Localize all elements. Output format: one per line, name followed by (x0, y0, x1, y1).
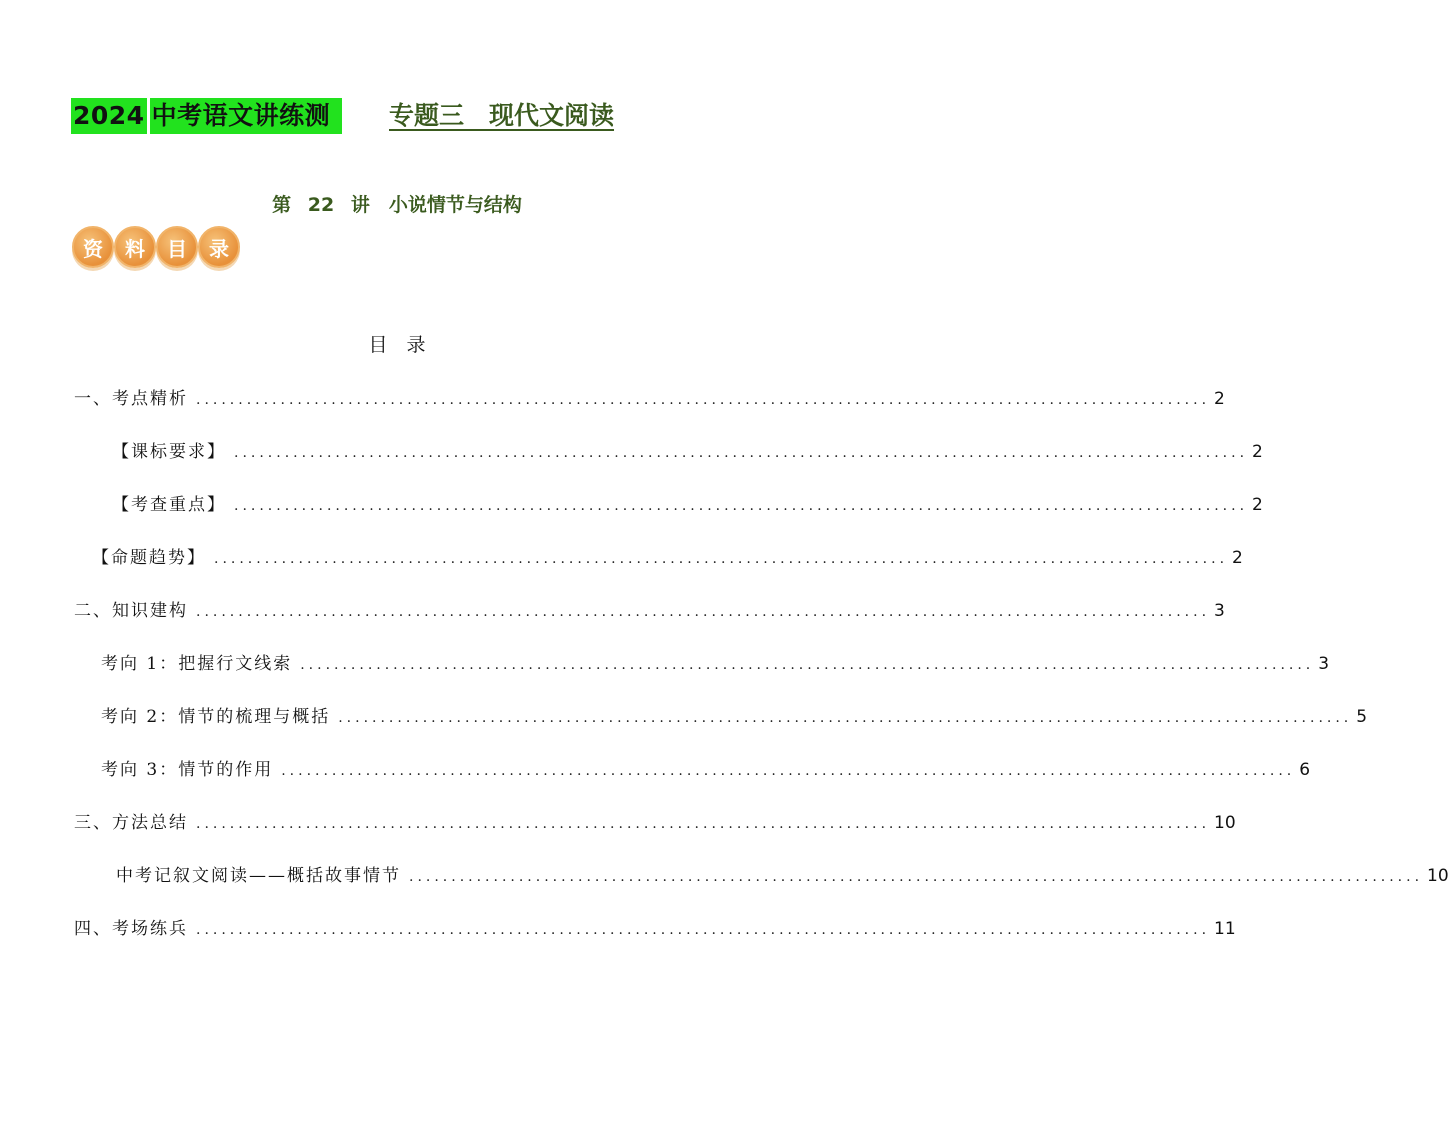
toc-entry-page: 11 (1214, 919, 1236, 939)
catalog-badges (72, 226, 240, 268)
toc-entry-page: 10 (1214, 813, 1236, 833)
toc-leader-dots: ........................................................................................................................ (338, 710, 1353, 726)
toc-entry-label: 三、方法总结 (74, 813, 188, 833)
title-highlight (71, 98, 342, 134)
toc-entry-label: 考向 1：把握行文线索 (101, 654, 293, 674)
toc-entry-label: 四、考场练兵 (74, 919, 188, 939)
toc-entry-page: 5 (1356, 707, 1368, 727)
title-series: 中考语文讲练测 (150, 98, 343, 134)
toc-leader-dots: ........................................................................................................................ (196, 604, 1211, 620)
toc-entry-page: 3 (1318, 654, 1330, 674)
lecture-title: 第 22 讲 小说情节与结构 (272, 194, 522, 216)
toc-entry[interactable] (74, 385, 1225, 409)
toc-entry-label: 一、考点精析 (74, 389, 188, 409)
toc-leader-dots: ........................................................................................................................ (196, 922, 1211, 938)
toc-entry-page: 6 (1299, 760, 1311, 780)
toc-entry[interactable] (92, 544, 1243, 568)
toc-entry-page: 10 (1427, 866, 1449, 886)
toc-entry-label: 中考记叙文阅读——概括故事情节 (116, 866, 401, 886)
toc-entry[interactable] (74, 597, 1225, 621)
toc-leader-dots: ........................................................................................................................ (214, 551, 1229, 567)
toc-entry-page: 3 (1214, 601, 1225, 621)
badge-liao: 料 (114, 226, 156, 268)
toc-entry-label: 考向 3：情节的作用 (101, 760, 274, 780)
toc-entry-label: 【课标要求】 (112, 442, 226, 462)
title-topic: 专题三 现代文阅读 (389, 101, 615, 130)
toc-leader-dots: ........................................................................................................................ (234, 445, 1249, 461)
toc-leader-dots: ........................................................................................................................ (409, 869, 1424, 885)
toc-leader-dots: ........................................................................................................................ (300, 657, 1315, 673)
toc-entry-label: 【考查重点】 (112, 495, 226, 515)
badge-zi: 资 (72, 226, 114, 268)
toc-entry[interactable] (112, 438, 1263, 462)
toc-entry-label: 【命题趋势】 (92, 548, 206, 568)
title-year: 2024 (71, 98, 147, 134)
toc-entry[interactable] (101, 650, 1330, 674)
toc-entry[interactable] (112, 491, 1263, 515)
badge-mu: 目 (156, 226, 198, 268)
toc-entry-page: 2 (1252, 495, 1263, 515)
toc-entry[interactable] (101, 703, 1368, 727)
toc-leader-dots: ........................................................................................................................ (281, 763, 1296, 779)
toc-entry-page: 2 (1252, 442, 1263, 462)
toc-entry-label: 考向 2：情节的梳理与概括 (101, 707, 331, 727)
toc-entry[interactable] (74, 809, 1236, 833)
toc-leader-dots: ........................................................................................................................ (196, 816, 1211, 832)
toc-entry-page: 2 (1232, 548, 1243, 568)
toc-entry-page: 2 (1214, 389, 1225, 409)
toc-entry[interactable] (116, 862, 1449, 886)
toc-entry[interactable] (74, 915, 1236, 939)
toc-leader-dots: ........................................................................................................................ (234, 498, 1249, 514)
toc-entry[interactable] (101, 756, 1311, 780)
badge-lu: 录 (198, 226, 240, 268)
toc-heading: 目 录 (368, 334, 426, 356)
toc-entry-label: 二、知识建构 (74, 601, 188, 621)
toc-leader-dots: ........................................................................................................................ (196, 392, 1211, 408)
